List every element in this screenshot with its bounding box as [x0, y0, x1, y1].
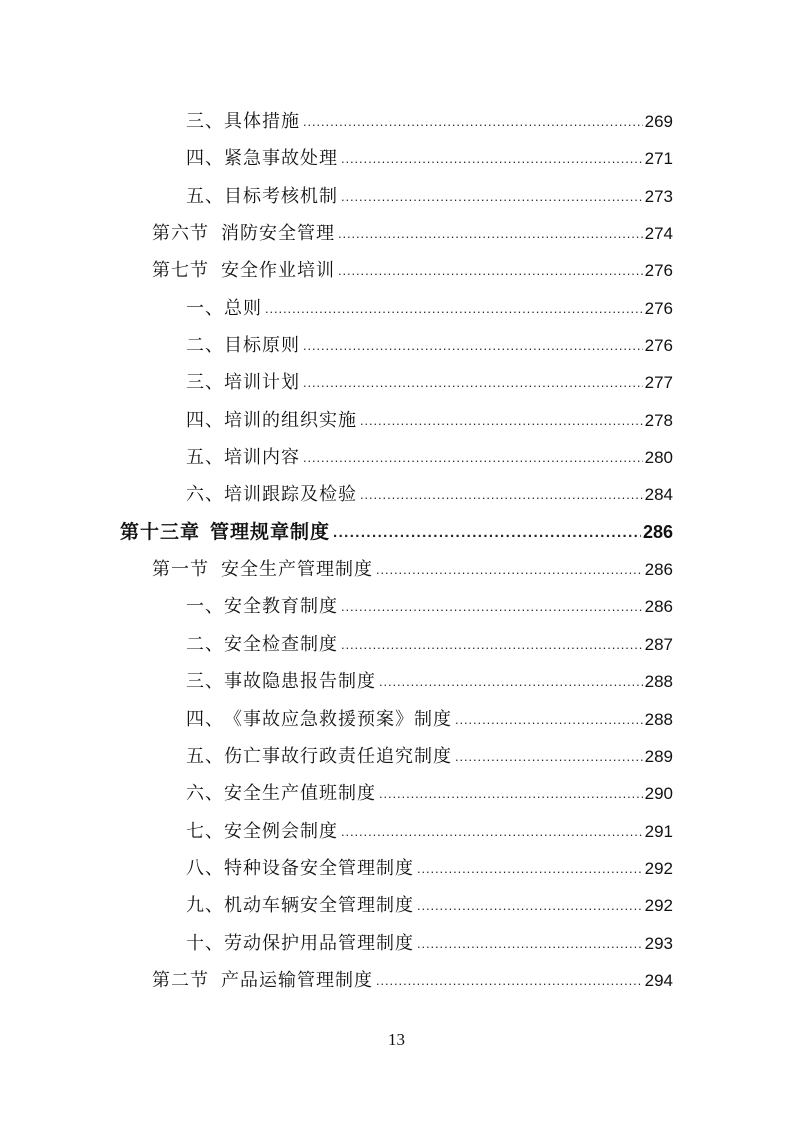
- toc-entry-page: 287: [644, 634, 673, 654]
- toc-entry-page: 276: [644, 298, 673, 318]
- toc-entry[interactable]: [0, 925, 793, 962]
- dot-leader: [341, 588, 643, 625]
- toc-entry-page: 286: [644, 597, 673, 617]
- dot-leader: [360, 476, 643, 513]
- dot-leader: [341, 178, 643, 215]
- dot-leader: [360, 402, 643, 439]
- toc-entry[interactable]: [0, 476, 793, 513]
- toc-entry-number: 三、: [186, 671, 224, 693]
- dot-leader: [303, 103, 643, 140]
- toc-entry-page: 286: [644, 560, 673, 580]
- toc-entry[interactable]: [0, 364, 793, 401]
- toc-entry-number: 四、: [186, 409, 224, 431]
- toc-entry-title: 事故隐患报告制度: [224, 671, 376, 693]
- dot-leader: [303, 439, 643, 476]
- toc-entry-number: 三、: [186, 372, 224, 394]
- toc-entry[interactable]: [0, 887, 793, 924]
- toc-entry[interactable]: [0, 588, 793, 625]
- toc-entry-title: 培训跟踪及检验: [224, 484, 357, 506]
- toc-entry-number: 一、: [186, 297, 224, 319]
- toc-entry[interactable]: [0, 103, 793, 140]
- toc-entry-number: 五、: [186, 745, 224, 767]
- dot-leader: [265, 290, 643, 327]
- dot-leader: [341, 626, 643, 663]
- toc-entry-page: 290: [644, 784, 673, 804]
- toc-entry-number: 第一节: [152, 559, 209, 581]
- toc-entry[interactable]: [0, 962, 793, 999]
- page-number: 13: [388, 1030, 405, 1049]
- toc-entry[interactable]: [0, 850, 793, 887]
- toc-entry-title: 具体措施: [224, 111, 300, 132]
- toc-entry[interactable]: [0, 663, 793, 700]
- dot-leader: [376, 962, 643, 999]
- toc-entry[interactable]: [0, 775, 793, 812]
- toc-entry-title: 消防安全管理: [221, 223, 335, 245]
- toc-entry[interactable]: [0, 252, 793, 289]
- toc-entry-title: 管理规章制度: [210, 520, 331, 543]
- toc-entry-title: 安全生产管理制度: [221, 559, 373, 581]
- table-of-contents: [0, 103, 793, 999]
- dot-leader: [341, 813, 643, 850]
- toc-entry-number: 六、: [186, 484, 224, 506]
- toc-entry-page: 280: [644, 448, 673, 468]
- toc-entry-page: 273: [644, 186, 673, 206]
- toc-entry-number: 四、: [186, 148, 224, 170]
- toc-entry-number: 六、: [186, 783, 224, 805]
- toc-entry-title: 目标考核机制: [224, 185, 338, 207]
- toc-entry-page: 274: [644, 224, 673, 244]
- toc-entry-number: 第七节: [152, 260, 209, 282]
- toc-entry-title: 产品运输管理制度: [221, 969, 373, 991]
- toc-entry[interactable]: [0, 290, 793, 327]
- toc-entry-number: 五、: [186, 185, 224, 207]
- dot-leader: [379, 663, 643, 700]
- toc-entry-number: 二、: [186, 335, 224, 357]
- toc-entry-page: 271: [644, 149, 673, 169]
- dot-leader: [303, 364, 643, 401]
- toc-entry-number: 第十三章: [120, 520, 201, 543]
- dot-leader: [338, 252, 643, 289]
- toc-entry-page: 277: [644, 373, 673, 393]
- toc-entry[interactable]: [0, 514, 793, 551]
- toc-entry[interactable]: [0, 701, 793, 738]
- dot-leader: [417, 925, 643, 962]
- toc-entry-title: 目标原则: [224, 335, 300, 357]
- toc-entry-number: 三、: [186, 111, 224, 132]
- toc-entry-title: 培训的组织实施: [224, 409, 357, 431]
- dot-leader: [455, 738, 643, 775]
- toc-entry-number: 一、: [186, 596, 224, 618]
- toc-entry-page: 284: [644, 485, 673, 505]
- dot-leader: [376, 551, 643, 588]
- toc-entry[interactable]: [0, 327, 793, 364]
- toc-entry-page: 286: [642, 521, 673, 542]
- toc-entry-page: 291: [644, 821, 673, 841]
- toc-entry-title: 安全检查制度: [224, 633, 338, 655]
- toc-entry[interactable]: [0, 439, 793, 476]
- toc-entry-page: 293: [644, 933, 673, 953]
- toc-entry-page: 276: [644, 261, 673, 281]
- toc-entry-title: 机动车辆安全管理制度: [224, 895, 414, 917]
- toc-entry-number: 第六节: [152, 223, 209, 245]
- toc-entry-title: 安全生产值班制度: [224, 783, 376, 805]
- toc-entry[interactable]: [0, 626, 793, 663]
- toc-entry-title: 培训内容: [224, 447, 300, 469]
- toc-entry[interactable]: [0, 215, 793, 252]
- toc-entry-page: 288: [644, 709, 673, 729]
- toc-entry-number: 五、: [186, 447, 224, 469]
- toc-entry[interactable]: [0, 813, 793, 850]
- toc-entry[interactable]: [0, 738, 793, 775]
- toc-entry-title: 劳动保护用品管理制度: [224, 932, 414, 954]
- toc-entry-number: 七、: [186, 820, 224, 842]
- toc-entry-title: 特种设备安全管理制度: [224, 857, 414, 879]
- toc-entry-page: 292: [644, 858, 673, 878]
- toc-entry-number: 九、: [186, 895, 224, 917]
- dot-leader: [303, 327, 643, 364]
- toc-entry-page: 278: [644, 410, 673, 430]
- toc-entry-number: 第二节: [152, 969, 209, 991]
- toc-entry-title: 伤亡事故行政责任追究制度: [224, 745, 452, 767]
- toc-entry-page: 294: [644, 970, 673, 990]
- toc-entry-page: 269: [644, 112, 673, 131]
- dot-leader: [341, 140, 643, 177]
- toc-entry-title: 安全作业培训: [221, 260, 335, 282]
- toc-entry[interactable]: [0, 178, 793, 215]
- toc-entry-page: 289: [644, 746, 673, 766]
- toc-entry-title: 安全教育制度: [224, 596, 338, 618]
- toc-entry-number: 八、: [186, 857, 224, 879]
- toc-entry-title: 安全例会制度: [224, 820, 338, 842]
- dot-leader: [338, 215, 643, 252]
- toc-entry-title: 紧急事故处理: [224, 148, 338, 170]
- dot-leader: [333, 514, 641, 551]
- toc-entry-page: 292: [644, 896, 673, 916]
- dot-leader: [417, 887, 643, 924]
- toc-entry-page: 288: [644, 672, 673, 692]
- toc-entry-title: 《事故应急救援预案》制度: [224, 708, 452, 730]
- toc-entry-number: 四、: [186, 708, 224, 730]
- toc-entry[interactable]: [0, 140, 793, 177]
- toc-entry-title: 培训计划: [224, 372, 300, 394]
- toc-entry[interactable]: [0, 551, 793, 588]
- toc-entry-page: 276: [644, 336, 673, 356]
- toc-entry-number: 二、: [186, 633, 224, 655]
- toc-entry-number: 十、: [186, 932, 224, 954]
- dot-leader: [417, 850, 643, 887]
- dot-leader: [379, 775, 643, 812]
- toc-entry-title: 总则: [224, 297, 262, 319]
- dot-leader: [455, 701, 643, 738]
- toc-entry[interactable]: [0, 402, 793, 439]
